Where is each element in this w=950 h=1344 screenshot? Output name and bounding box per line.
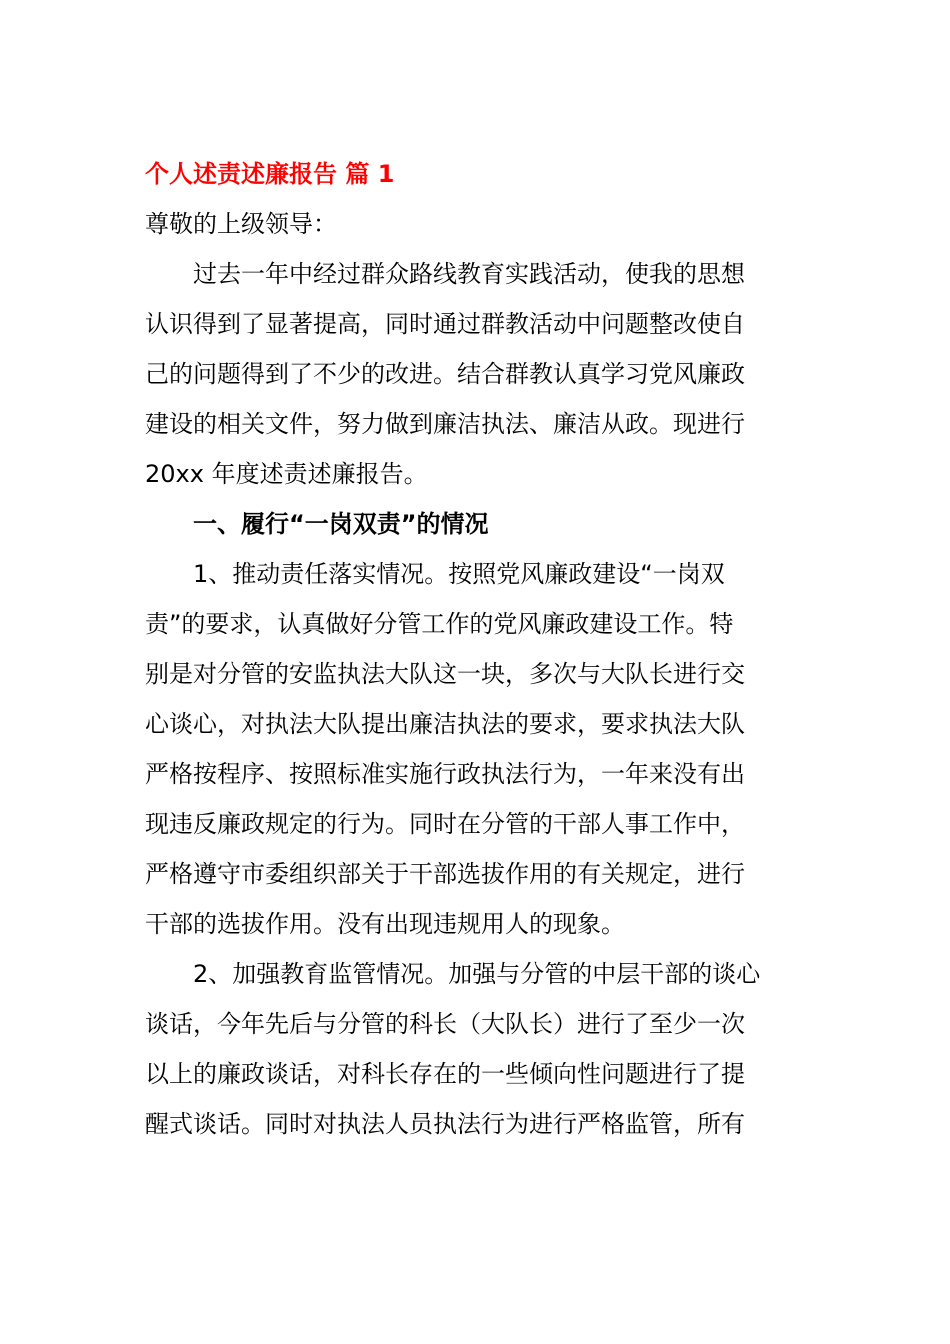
document-title: 个人述责述廉报告 篇 1 [145,160,395,188]
paragraph-line: 现违反廉政规定的行为。同时在分管的干部人事工作中， [145,810,745,838]
paragraph-line: 别是对分管的安监执法大队这一块，多次与大队长进行交 [145,660,745,688]
paragraph-line: 醒式谈话。同时对执法人员执法行为进行严格监管，所有 [145,1110,745,1138]
paragraph-line: 己的问题得到了不少的改进。结合群教认真学习党风廉政 [145,360,745,388]
paragraph-line: 责”的要求，认真做好分管工作的党风廉政建设工作。特 [145,610,734,638]
paragraph-line: 严格遵守市委组织部关于干部选拔作用的有关规定，进行 [145,860,745,888]
paragraph-line: 过去一年中经过群众路线教育实践活动，使我的思想 [193,260,745,288]
paragraph-line: 1、推动责任落实情况。按照党风廉政建设“一岗双 [193,560,725,588]
section-heading: 一、履行“一岗双责”的情况 [193,510,489,538]
paragraph-line: 谈话，今年先后与分管的科长（大队长）进行了至少一次 [145,1010,745,1038]
paragraph-line: 干部的选拔作用。没有出现违规用人的现象。 [145,910,625,938]
paragraph-line: 20xx 年度述责述廉报告。 [145,460,428,488]
paragraph-line: 建设的相关文件，努力做到廉洁执法、廉洁从政。现进行 [145,410,745,438]
paragraph-line: 心谈心，对执法大队提出廉洁执法的要求，要求执法大队 [145,710,745,738]
paragraph-line: 认识得到了显著提高，同时通过群教活动中问题整改使自 [145,310,745,338]
salutation: 尊敬的上级领导： [145,210,337,238]
paragraph-line: 以上的廉政谈话，对科长存在的一些倾向性问题进行了提 [145,1060,745,1088]
paragraph-line: 严格按程序、按照标准实施行政执法行为，一年来没有出 [145,760,745,788]
paragraph-line: 2、加强教育监管情况。加强与分管的中层干部的谈心 [193,960,761,988]
